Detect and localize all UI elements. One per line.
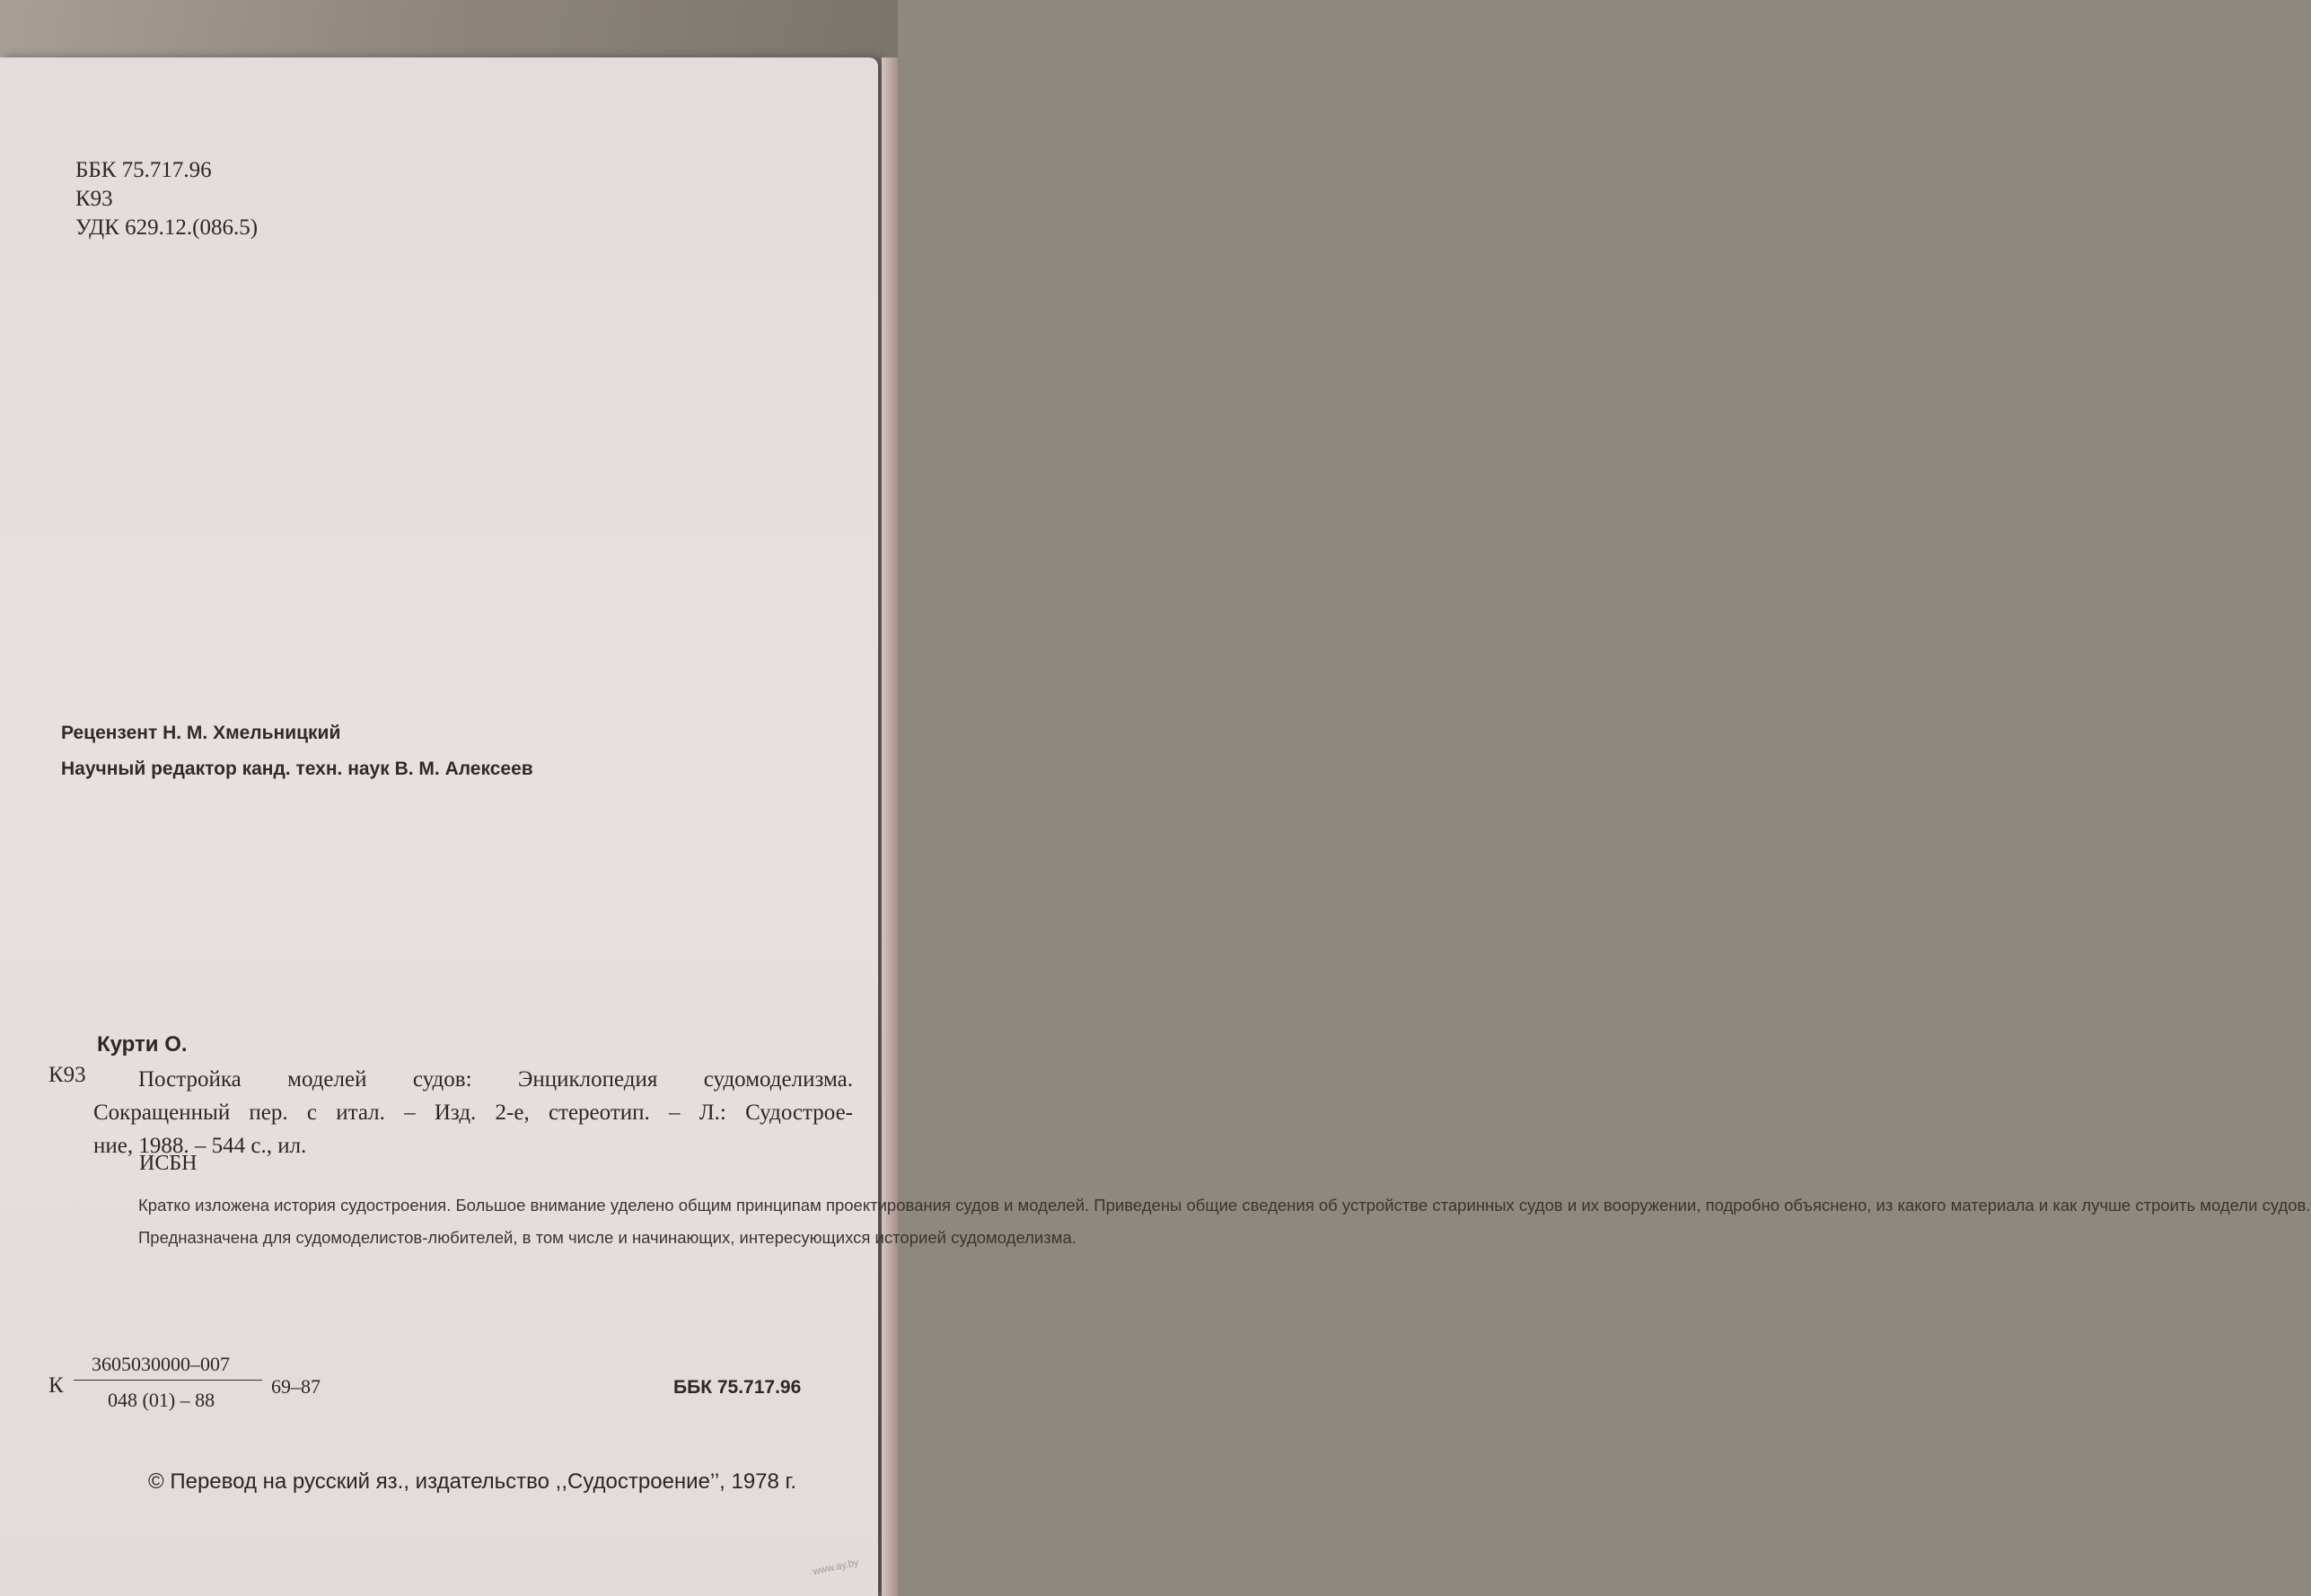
bbk-code-bottom: ББК 75.717.96 (673, 1377, 802, 1398)
entry-line: Сокращенный пер. с итал. – Изд. 2-е, стереотип. – Л.: Судострое- (93, 1101, 853, 1125)
classification-suffix: 69–87 (271, 1375, 321, 1398)
watermark: www.ay.by (812, 1557, 860, 1578)
fraction-denominator: 048 (01) – 88 (108, 1389, 215, 1411)
author-index: К93 (75, 187, 113, 211)
entry-line: Постройка моделей судов: Энциклопедия судомоделизма. (138, 1067, 853, 1092)
udk-code: УДК 629.12.(086.5) (75, 215, 259, 240)
abstract-paragraph: Кратко изложена история судостроения. Большое внимание уделено общим принципам проектирования судов и моделей. Приведены общие сведения об устройстве старинных судов и их вооружении, подробно объяснено, из какого материала и как лучше строить модели судов. (138, 1196, 2311, 1215)
entry-line: ние, 1988. – 544 с., ил. (93, 1134, 307, 1158)
fraction-numerator: 3605030000–007 (92, 1353, 230, 1375)
classification-letter: К (48, 1373, 64, 1398)
entry-author: Курти О. (97, 1032, 188, 1057)
catalog-codes (75, 156, 258, 242)
fraction-bar (74, 1380, 262, 1381)
credits (61, 715, 533, 787)
isbn-label: ИСБН (139, 1152, 198, 1175)
editor-line: Научный редактор канд. техн. наук В. М. Алексеев (61, 759, 533, 779)
abstract-paragraph: Предназначена для судомоделистов-любителей, в том числе и начинающих, интересующихся историей судомоделизма. (138, 1228, 1076, 1247)
bbk-code: ББК 75.717.96 (75, 158, 212, 182)
bibliographic-entry (93, 1063, 853, 1162)
abstract (93, 1194, 2311, 1250)
bleed-through-shadow (269, 368, 646, 637)
reviewer-line: Рецензент Н. М. Хмельницкий (61, 723, 341, 743)
page-edge (882, 57, 898, 1596)
entry-index: К93 (48, 1063, 86, 1087)
copyright-line: © Перевод на русский яз., издательство ,,Судостроение’’, 1978 г. (148, 1469, 797, 1494)
